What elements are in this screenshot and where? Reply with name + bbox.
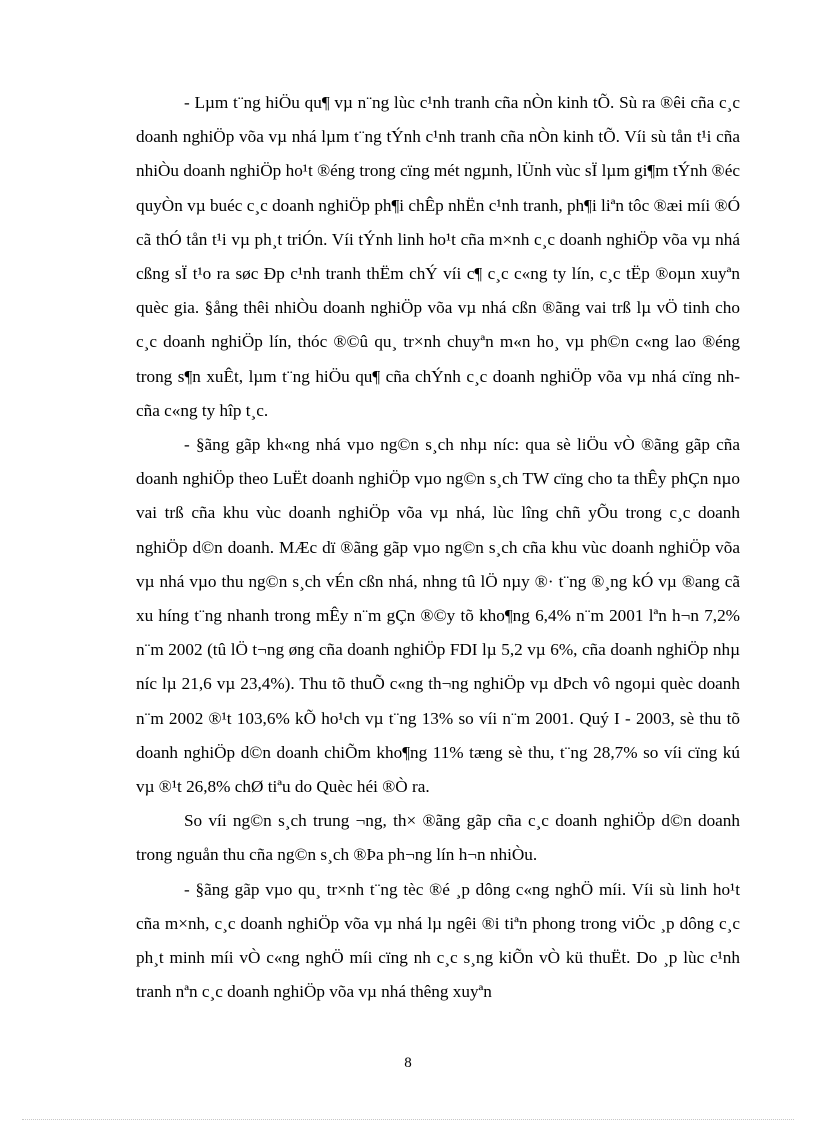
paragraph-competitiveness: - Lµm t¨ng hiÖu qu¶ vµ n¨ng lùc c¹nh tranh cña nÒn kinh tÕ. Sù ra ®êi cña c¸c doanh nghiÖp võa vµ nhá lµm t¨ng tÝnh c¹nh tranh cña nÒn kinh tÕ. Víi sù tån t¹i cña nhiÒu doanh nghiÖp ho¹t ®éng trong cïng mét ngµnh, lÜnh vùc sÏ lµm gi¶m tÝnh ®éc quyÒn vµ buéc c¸c doanh nghiÖp ph¶i chÊp nhËn c¹nh tranh, ph¶i liªn tôc ®æi míi ®Ó cã thÓ tån t¹i vµ ph¸t triÓn. Víi tÝnh linh ho¹t cña m×nh c¸c doanh nghiÖp võa vµ nhá cßng sÏ t¹o ra søc Ðp c¹nh tranh thËm chÝ víi c¶ c¸c c«ng ty lín, c¸c tËp ®oµn xuyªn quèc gia. §ång thêi nhiÒu doanh nghiÖp võa vµ nhá cßn ®ãng vai trß lµ vÖ tinh cho c¸c doanh nghiÖp lín, thóc ®©û qu¸ tr×nh chuyªn m«n ho¸ vµ ph©n c«ng lao ®éng trong s¶n xuÊt, lµm t¨ng hiÖu qu¶ cña chÝnh c¸c doanh nghiÖp võa vµ nhá cïng nh cña c«ng ty hîp t¸c. <box>136 93 740 420</box>
page-number: 8 <box>404 1055 412 1071</box>
page-body <box>136 86 740 1009</box>
page-edge-divider <box>22 1119 794 1120</box>
paragraph-budget-contribution: - §ãng gãp kh«ng nhá vµo ng©n s¸ch nhµ níc: qua sè liÖu vÒ ®ãng gãp cña doanh nghiÖp theo LuËt doanh nghiÖp vµo ng©n s¸ch TW cïng cho ta thÊy phÇn nµo vai trß cña khu vùc doanh nghiÖp võa vµ nhá, lùc lîng chñ yÕu trong c¸c doanh nghiÖp d©n doanh. MÆc dï ®ãng gãp vµo ng©n s¸ch cña khu vùc doanh nghiÖp võa vµ nhá vµo thu ng©n s¸ch vÉn cßn nhá, nhng tû lÖ nµy ®· t¨ng ®¸ng kÓ vµ ®ang cã xu híng t¨ng nhanh trong mÊy n¨m gÇn ®©y tõ kho¶ng 6,4% n¨m 2001 lªn h¬n 7,2% n¨m 2002 (tû lÖ t¬ng øng cña doanh nghiÖp FDI lµ 5,2 vµ 6%, cña doanh nghiÖp nhµ níc lµ 21,6 vµ 23,4%). Thu tõ thuÕ c«ng th¬ng nghiÖp vµ dÞch vô ngoµi quèc doanh n¨m 2002 ®¹t 103,6% kÕ ho¹ch vµ t¨ng 13% so víi n¨m 2001. Quý I - 2003, sè thu tõ doanh nghiÖp d©n doanh chiÕm kho¶ng 11% tæng sè thu, t¨ng 28,7% so víi cïng kú vµ ®¹t 26,8% chØ tiªu do Quèc héi ®Ò ra. <box>136 435 740 797</box>
paragraph-technology: - §ãng gãp vµo qu¸ tr×nh t¨ng tèc ®é ¸p dông c«ng nghÖ míi. Víi sù linh ho¹t cña m×nh, c¸c doanh nghiÖp võa vµ nhá lµ ngêi ®i tiªn phong trong viÖc ¸p dông c¸c ph¸t minh míi vÒ c«ng nghÖ míi cïng nh c¸c s¸ng kiÕn vÒ kü thuËt. Do ¸p lùc c¹nh tranh nªn c¸c doanh nghiÖp võa vµ nhá thêng xuyªn <box>136 879 740 1002</box>
paragraph-local-budget: So víi ng©n s¸ch trung ¬ng, th× ®ãng gãp cña c¸c doanh nghiÖp d©n doanh trong nguån thu cña ng©n s¸ch ®Þa ph¬ng lín h¬n nhiÒu. <box>136 811 740 865</box>
